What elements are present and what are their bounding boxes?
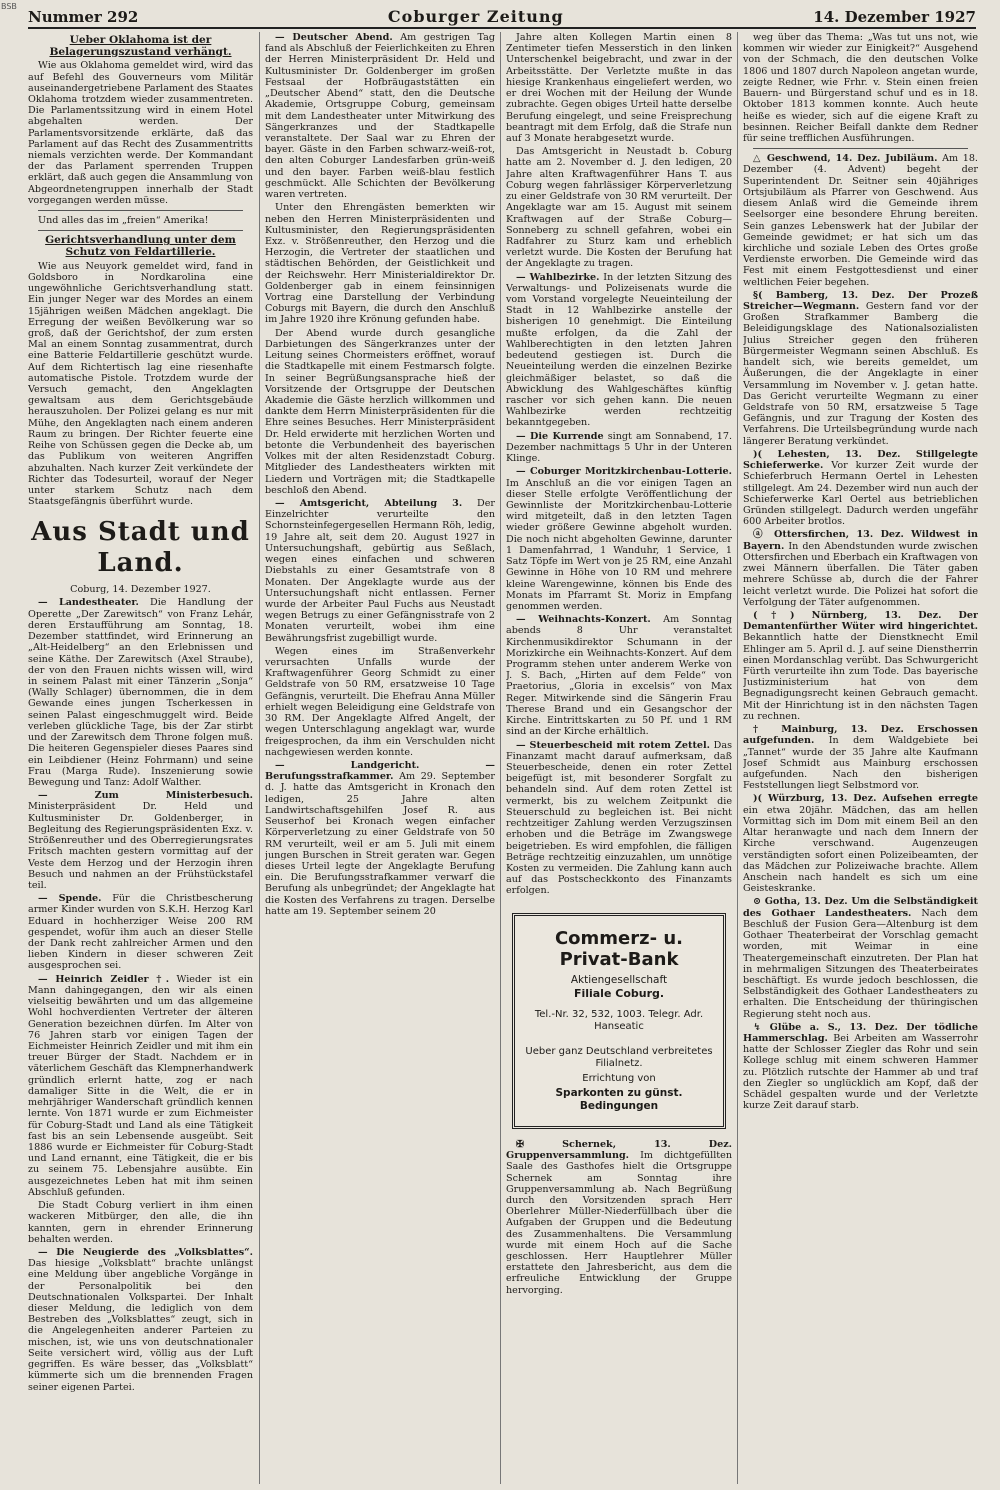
bank-advertisement <box>512 913 726 1129</box>
divider <box>753 148 968 149</box>
ad-network: Ueber ganz Deutschland verbreitetes Filialnetz. <box>525 1046 713 1069</box>
item-text: Für die Christbescherung armer Kinder wurden von S.K.H. Herzog Karl Eduard in hochherziger Weise 200 RM gespendet, wofür ihm auch an dieser Stelle der Dank recht zahlreicher Armen und den lieben Kindern in dieser schweren Zeit ausgesprochen sei. <box>28 893 253 972</box>
item-heading: — Spende. <box>38 893 102 905</box>
item-text: Bekanntlich hatte der Dienstknecht Emil Ehlinger am 5. April d. J. auf seine Dienstherrin einen Mordanschlag verübt. Das Schwurgericht Fürth verurteilte ihn zum Tode. Das bayerische Justizministerium hat von dem Begnadigungsrecht keinen Gebrauch gemacht. Mit der Hinrichtung ist in den nächsten Tagen zu rechnen. <box>743 632 978 722</box>
article-heading: Gerichtsverhandlung unter dem Schutz von Feldartillerie. <box>45 234 236 258</box>
item-text: Im Anschluß an die vor einigen Tagen an dieser Stelle erfolgte Veröffentlichung der Gewinnliste der Moritzkirchenbau-Lotterie wird mitgeteilt, daß in den letzten Tagen wieder größere Gewinne abgeholt wurden. Die noch nicht abgeholten Gewinne, darunter 1 Damenfahrrad, 1 Wanduhr, 1 Service, 1 Satz Töpfe im Wert von je 25 RM, eine Anzahl Gewinne in Höhe von 10 RM und mehrere kleine Warengewinne, können bis Ende des Monats im Pfarramt St. Moriz in Empfang genommen werden. <box>506 477 732 612</box>
page-header <box>28 4 976 26</box>
ad-company-type: Aktiengesellschaft <box>570 973 668 986</box>
column-4 <box>743 32 978 1484</box>
item-heading: — Heinrich Zeidler †. <box>38 973 170 985</box>
item-heading: — Steuerbescheid mit rotem Zettel. <box>516 739 710 751</box>
item-heading: — Landestheater. <box>38 597 139 609</box>
item-text: Am Sonntag abends 8 Uhr veranstaltet Kirchenmusikdirektor Schumann in der Morizkirche ein Weihnachts-Konzert. Auf dem Programm stehen unter anderem Werke von J. S. Bach, „Hirten auf dem Felde“ von Praetorius, „Gloria in excelsis“ von Max Reger. Mitwirkende sind die Sängerin Frau Therese Brand und ein Gesangschor der Kirche. Eintrittskarten zu 50 Pf. und 1 RM sind an der Kirche erhältlich. <box>506 614 732 738</box>
item-text: Gestern fand vor der Großen Strafkammer Bamberg die Beleidigungsklage des Nationalsozialisten Julius Streicher gegen den früheren Bürgermeister Wegmann seinen Abschluß. Es handelt sich, wie bereits gemeldet, um Äußerungen, die der Angeklagte in einer Versammlung im November v. J. getan hatte. Das Gericht verurteilte Wegmann zu einer Geldstrafe von 50 RM, ersatzweise 5 Tage Gefängnis, und zur Tragung der Kosten des Verfahrens. Die Urteilsbegründung wurde nach längerer Beratung verkündet. <box>743 301 978 447</box>
ad-branch: Filiale Coburg. <box>573 987 665 1000</box>
item-text: Die Stadt Coburg verliert in ihm einen wackeren Mitbürger, den alle, die ihn kannten, gern in ehrender Erinnerung behalten werden. <box>28 1200 253 1245</box>
item-text: In den Abendstunden wurde zwischen Ottersfirchen und Eberbach ein Kraftwagen von zwei Männern überfallen. Die Täter gaben mehrere Schüsse ab, durch die der Fahrer leicht verletzt wurde. Die Polizei hat sofort die Verfolgung der Täter aufgenommen. <box>743 540 978 608</box>
item-text: Die Handlung der Operette „Der Zarewitsch“ von Franz Lehár, deren Erstaufführung am Sonntag, 18. Dezember stattfindet, wird Erinnerung an „Alt-Heidelberg“ an den Erlebnissen und seine Käthe. Der Zarewitsch (Axel Straube), der von den Frauen nichts wissen will, wird in seinem Palast mit einer Tänzerin „Sonja“ (Wally Schlager) übernommen, die in dem Gewande eines jungen Tscherkessen in seinen Palast eingeschmuggelt wird. Beide verleben glückliche Tage, bis der Zar stirbt und der Zarewitsch dem Throne folgen muß. Die heiteren Gegenspieler dieses Paares sind ein Leibdiener (Heinz Fohrmann) und seine Frau (Marga Rude). Inszenierung sowie Bewegung und Tanz: Adolf Walther. <box>28 597 253 788</box>
library-stamp: BSB <box>1 2 17 11</box>
item-text: Nach dem Beschluß der Fusion Gera—Altenburg ist dem Gothaer Theaterbeirat der Vorschlag gemacht worden, mit Weimar in eine Theatergemeinschaft einzutreten. Der Plan hat in mehrmaligen Sitzungen des Theaterbeirates beschäftigt. Es wurde jedoch beschlossen, die Selbständigkeit des Gothaer Landestheaters zu erhalten. Die Entscheidung der thüringischen Regierung steht noch aus. <box>743 907 978 1020</box>
item-heading: ↯ Glübe a. S., 13. Dez. Der tödliche Hammerschlag. <box>743 1021 978 1045</box>
item-text: singt am Sonnabend, 17. Dezember nachmittags 5 Uhr in der Unteren Klinge. <box>506 430 732 465</box>
item-text: Am 29. September d. J. hatte das Amtsgericht in Kronach den ledigen, 25 Jahre alten Landwirtschaftsgehilfen Josef R. aus Seuserhof bei Kronach wegen einfacher Körperverletzung zu einer Geldstrafe von 50 RM verurteilt, weil er am 5. Juli mit einem jungen Burschen in Streit geraten war. Gegen dieses Urteil legte der Angeklagte Berufung ein. Die Berufungsstrafkammer verwarf die Berufung als unbegründet; der Angeklagte hat die Kosten des Verfahrens zu tragen. Derselbe hatte am 19. September seinem 20 <box>265 771 495 917</box>
item-heading: — Coburger Moritzkirchenbau-Lotterie. <box>516 466 732 478</box>
item-heading: — Die Kurrende <box>516 430 604 442</box>
issue-number: Nummer 292 <box>28 8 139 26</box>
item-heading: §( Bamberg, 13. Dez. Der Prozeß Streicher—Wegmann. <box>743 289 978 313</box>
article-text: Und alles das im „freien“ Amerika! <box>38 215 209 227</box>
item-text: Ministerpräsident Dr. Held und Kultusminister Dr. Goldenberger, in Begleitung des Regierungspräsidenten Exz. v. Strößenreuther und des Oberregierungsrates Fritsch machten gestern vormittag auf der Veste dem Herzog und der Herzogin ihren Besuch und nahmen an der Frühstückstafel teil. <box>28 801 253 891</box>
item-text: In der letzten Sitzung des Verwaltungs- und Polizeisenats wurde die vom Vorstand vorgelegte Neueinteilung der Stadt in 12 Wahlbezirke anstelle der bisherigen 10 genehmigt. Die Einteilung mußte erfolgen, da die Zahl der Wahlberechtigten in den letzten Jahren bedeutend gestiegen ist. Durch die Neueinteilung werden die einzelnen Bezirke gleichmäßiger belastet, so daß die Abwicklung des Wahlgeschäftes künftig rascher vor sich gehen kann. Die neuen Wahlbezirke werden rechtzeitig bekanntgegeben. <box>506 271 732 429</box>
item-text: Vor kurzer Zeit wurde der Schieferbruch Hermann Oertel in Lehesten stillgelegt. Am 24. Dezember wird nun auch der Schieferwerke Karl Oertel aus betrieblichen Gründen stillgelegt. Dadurch werden ungefähr 600 Arbeiter brotlos. <box>743 460 978 528</box>
item-heading: (†) Nürnberg, 13. Dez. Der Demantenfürther Wüter wird hingerichtet. <box>743 609 978 633</box>
item-text: Das hiesige „Volksblatt“ brachte unlängst eine Meldung über angebliche Vorgänge in der Personalpolitik bei den Deutschnationalen Volkspartei. Der Inhalt dieser Meldung, die lediglich von dem Bestreben des „Volksblattes“ zeugt, sich in die Angelegenheiten anderer Parteien zu mischen, ist, wie uns von deutschnationaler Seite versichert wird, völlig aus der Luft gegriffen. Es wäre besser, das „Volksblatt“ kümmerte sich um die brennenden Fragen seiner eigenen Partei. <box>28 1258 253 1393</box>
header-rule <box>28 27 976 29</box>
item-heading: ✠ Schernek, 13. Dez. Gruppenversammlung. <box>506 1138 732 1162</box>
item-text: Wieder ist ein Mann dahingegangen, den wir als einen vielseitig bewährten und um das allgemeine Wohl hochverdienten Vertreter der älteren Generation bezeichnen dürfen. Im Alter von 76 Jahren starb vor einigen Tagen der Eichmeister Heinrich Zeidler und mit ihm ein treuer Bürger der Stadt. Nachdem er in väterlichem Geschäft das Klempnerhandwerk gründlich erlernt hatte, zog er nach damaliger Sitte in die Welt, die er in mehrjähriger Wanderschaft gründlich kennen lernte. Von 1871 wurde er zum Eichmeister für Coburg-Stadt und Land als eine Tätigkeit fast bis an sein Lebensende ausgeübt. Seit 1886 wurde er Eichmeister für Coburg-Stadt und Land ernannt, eine Tätigkeit, die er bis zu seinem 75. Lebensjahre ausübte. Ein ausgezeichnetes Leben hat mit ihm seinen Abschluß gefunden. <box>28 973 253 1198</box>
item-heading: — Wahlbezirke. <box>516 271 600 283</box>
column-divider <box>500 32 501 1484</box>
dateline: Coburg, 14. Dezember 1927. <box>70 584 211 596</box>
column-1 <box>28 32 253 1484</box>
item-heading: ⊙ Gotha, 13. Dez. Um die Selbständigkeit des Gothaer Landestheaters. <box>743 896 978 919</box>
item-heading: — Deutscher Abend. <box>275 32 393 43</box>
item-text: ein etwa 20jähr. Mädchen, das am hellen Vormittag sich im Dom mit einem Beil an den Altar heranwagte und nach dem Innern der Kirche verschwand. Augenzeugen verständigten sofort einen Polizeibeamten, der das Mädchen zur Polizeiwache brachte. Allem Anschein nach handelt es sich um eine Geisteskranke. <box>743 804 978 895</box>
item-heading: — Landgericht. — Berufungsstrafkammer. <box>265 760 495 783</box>
ad-bank-name: Commerz- u. Privat-Bank <box>554 927 684 970</box>
item-text: Am gestrigen Tag fand als Abschluß der Feierlichkeiten zu Ehren der Herren Ministerpräsident Dr. Held und Kultusminister Dr. Goldenberger im großen Festsaal der Hofbräugaststätten ein „Deutscher Abend“ statt, den die Deutsche Akademie, Ortsgruppe Coburg, gemeinsam mit dem Landestheater unter Mitwirkung des Sängerkranzes und der Stadtkapelle veranstaltete. Der Saal war zu Ehren der bayer. Gäste in den Farben schwarz-weiß-rot, den alten Coburger Landesfarben grün-weiß und den bayer. Farben weiß-blau festlich geschmückt. Alle Schichten der Bevölkerung waren vertreten. <box>265 32 495 201</box>
item-heading: △ Geschwend, 14. Dez. Jubiläum. <box>753 153 938 165</box>
divider <box>38 210 243 211</box>
item-text: Jahre alten Kollegen Martin einen 8 Zentimeter tiefen Messerstich in den linken Unterschenkel beigebracht, und zwar in der Arbeitsstätte. Der Verletzte mußte in das hiesige Krankenhaus eingeliefert werden, wo er drei Wochen mit der Heilung der Wunde zubrachte. Gegen obiges Urteil hatte derselbe Berufung eingelegt, und seine Freisprechung beantragt mit dem Erfolg, daß die Strafe nun auf 3 Monate herabgesetzt wurde. <box>506 32 732 144</box>
column-3 <box>506 32 732 1484</box>
column-2 <box>265 32 495 1484</box>
item-text: weg über das Thema: „Was tut uns not, wie kommen wir wieder zur Einigkeit?“ Ausgehend von der Schmach, die den deutschen Volke 1806 und 1807 durch Napoleon angetan wurde, zeigte Redner, wie Frhr. v. Stein einen freien Bauern- und Bürgerstand schuf und es in 18. Oktober 1813 kommen konnte. Auch heute heiße es wieder, sich auf die eigene Kraft zu besinnen. Reicher Beifall dankte dem Redner für seine trefflichen Ausführungen. <box>743 32 978 144</box>
article-heading: Ueber Oklahoma ist der Belagerungszustand verhängt. <box>49 34 232 58</box>
ad-telephone: Tel.-Nr. 32, 532, 1003. Telegr. Adr. Hanseatic <box>534 1008 704 1032</box>
item-text: Das Finanzamt macht darauf aufmerksam, daß Steuerbescheide, denen ein roter Zettel beigefügt ist, mit besonderer Sorgfalt zu behandeln sind. Auf dem roten Zettel ist vermerkt, bis zu welchem Zeitpunkt die Steuerschuld zu begleichen ist. Bei nicht rechtzeitiger Zahlung werden Verzugszinsen erhoben und die Beträge im Zwangswege beigetrieben. Es wird empfohlen, die fälligen Beträge rechtzeitig einzuzahlen, um unnötige Kosten zu vermeiden. Die Zahlung kann auch auf das Postscheckkonto des Finanzamts erfolgen. <box>506 739 732 897</box>
item-text: Am 18. Dezember (4. Advent) begeht der Superintendent Dr. Seitner sein 40jähriges Ortsjubiläum als Pfarrer von Geschwend. Aus diesem Anlaß wird die Gemeinde ihrem Seelsorger eine besondere Ehrung bereiten. Sein ganzes Lebenswerk hat der Jubilar der Gemeinde gewidmet; er hat sich um das kirchliche und soziale Leben des Ortes große Verdienste erworben. Die Gemeinde wird das Fest mit einem Festgottesdienst und einer weltlichen Feier begehen. <box>743 153 978 288</box>
item-text: Wegen eines im Straßenverkehr verursachten Unfalls wurde der Kraftwagenführer Georg Schmidt zu einer Geldstrafe von 50 RM, ersatzweise 10 Tage Gefängnis, verurteilt. Die Ehefrau Anna Müller erhielt wegen Beleidigung eine Geldstrafe von 30 RM. Der Angeklagte Alfred Angelt, der wegen Unterschlagung angeklagt war, wurde freigesprochen, da ihm ein Verschulden nicht nachgewiesen werden konnte. <box>265 645 495 758</box>
article-text: Wie aus Oklahoma gemeldet wird, wird das auf Befehl des Gouverneurs vom Militär auseinandergetriebene Parlament des Staates Oklahoma trotzdem wieder zusammentreten. Die Parlamentssitzung wird in einem Hotel abgehalten werden. Der Parlamentsvorsitzende erklärte, daß das Parlament auf das Recht des Zusammentritts niemals verzichten werde. Der Kommandant der das Parlament sperrenden Truppen erklärt, daß auch gegen die Ansammlung von Abgeordnetengruppen innerhalb der Stadt vorgegangen werden müsse. <box>28 60 253 206</box>
item-heading: ⓐ Ottersfirchen, 13. Dez. Wildwest in Bayern. <box>743 529 978 552</box>
issue-date: 14. Dezember 1927 <box>813 8 976 26</box>
item-text: Der Einzelrichter verurteilte den Schornsteinfegergesellen Hermann Röh, ledig, 19 Jahre alt, seit dem 20. August 1927 in Untersuchungshaft, gebürtig aus Seßlach, wegen eines einfachen und schweren Diebstahls zu einer Gesamtstrafe von 8 Monaten. Der Angeklagte wurde aus der Untersuchungshaft nicht entlassen. Ferner wurde der Arbeiter Paul Fuchs aus Neustadt wegen Betrugs zu einer Gefängnisstrafe von 2 Monaten verurteilt, wobei ihm eine Bewährungsfrist zugebilligt wurde. <box>265 497 495 644</box>
ad-setup: Errichtung von <box>582 1072 656 1084</box>
item-text: Unter den Ehrengästen bemerkten wir neben den Herren Ministerpräsidenten und Kultusminister, den Regierungspräsidenten Exz. v. Strößenreuther, den Herzog und die Herzogin, die Vertreter der staatlichen und städtischen Behörden, der Geistlichkeit und der Reichswehr. Herr Ministerialdirektor Dr. Goldenberger gab in einem feinsinnigen Vortrag eine Darstellung der Verbindung Coburgs mit Bayern, die durch den Anschluß im Jahre 1920 ihre Krönung gefunden habe. <box>265 202 495 326</box>
item-text: Das Amtsgericht in Neustadt b. Coburg hatte am 2. November d. J. den ledigen, 20 Jahre alten Kraftwagenführer Hans T. aus Coburg wegen fahrlässiger Körperverletzung zu einer Geldstrafe von 30 RM verurteilt. Der Angeklagte war am 15. August mit seinem Kraftwagen auf der Straße Coburg—Sonneberg zu schnell gefahren, wobei ein Radfahrer zu Sturz kam und erheblich verletzt wurde. Die Kosten der Berufung hat der Angeklagte zu tragen. <box>506 146 732 270</box>
section-title: Aus Stadt und Land. <box>31 517 250 578</box>
column-divider <box>737 32 738 1484</box>
item-heading: — Die Neugierde des „Volksblattes“. <box>38 1246 253 1258</box>
item-heading: )( Würzburg, 13. Dez. Aufsehen erregte <box>753 793 978 805</box>
item-heading: — Amtsgericht, Abteilung 3. <box>275 497 463 509</box>
item-text: Bei Arbeiten am Wasserrohr hatte der Schlosser Ziegler das Rohr und sein Kollege schlug mit einem schweren Hammer zu. Plötzlich rutschte der Hammer ab und traf den Ziegler so unglücklich am Kopf, daß der Schädel gespalten wurde und der Verletzte kurze Zeit darauf starb. <box>743 1033 978 1112</box>
item-text: In dem Waldgebiete bei „Tannet“ wurde der 35 Jahre alte Kaufmann Josef Schmidt aus Mainburg erschossen aufgefunden. Nach den bisherigen Feststellungen liegt Selbstmord vor. <box>743 735 978 792</box>
newspaper-title: Coburger Zeitung <box>387 7 564 26</box>
item-heading: — Zum Ministerbesuch. <box>38 790 253 802</box>
item-heading: )( Lehesten, 13. Dez. Stillgelegte Schieferwerke. <box>743 448 978 472</box>
item-heading: † Mainburg, 13. Dez. Erschossen aufgefunden. <box>743 724 978 747</box>
divider <box>38 230 243 231</box>
article-text: Wie aus Neuyork gemeldet wird, fand in Goldsboro in Nordkarolina eine ungewöhnliche Gerichtsverhandlung statt. Ein junger Neger war des Mordes an einem 15jährigen weißen Mädchen angeklagt. Die Erregung der weißen Bevölkerung war so groß, daß der Gerichtshof, der zum ersten Mal an einem Sonntag zusammentrat, durch eine Batterie Feldartillerie geschützt wurde. Auf dem Richtertisch lag eine riesenhafte automatische Pistole. Trotzdem wurde der Versuch gemacht, den Angeklagten gewaltsam aus dem Gerichtsgebäude herauszuholen. Der Polizei gelang es nur mit Mühe, den Angeklagten nach einem anderen Raum zu bringen. Der Richter feuerte eine Reihe von Schüssen gegen die Decke ab, um das Publikum von weiteren Angriffen abzuhalten. Nach kurzer Zeit verkündete der Richter das Todesurteil, worauf der Neger unter starkem Schutz nach dem Staatsgefängnis überführt wurde. <box>28 260 253 508</box>
item-text: Im dichtgefüllten Saale des Gasthofes hielt die Ortsgruppe Schernek am Sonntag ihre Gruppenversammlung ab. Nach Begrüßung durch den Vorsitzenden sprach Herr Oberlehrer Müller-Niederfüllbach über die Aufgaben der Gruppen und die Bedeutung des Zusammenhaltens. Die Versammlung wurde mit einem Hoch auf die Sache geschlossen. Herr Hauptlehrer Müller erstattete den Jahresbericht, aus dem die erfreuliche Entwicklung der Gruppe hervorging. <box>506 1150 732 1296</box>
item-heading: — Weihnachts-Konzert. <box>516 614 651 626</box>
ad-accounts: Sparkonten zu günst. Bedingungen <box>555 1087 683 1112</box>
column-divider <box>259 32 260 1484</box>
item-text: Der Abend wurde durch gesangliche Darbietungen des Sängerkranzes unter der Leitung seines Chormeisters eröffnet, worauf die Stadtkapelle mit einem Festmarsch folgte. In seiner Begrüßungsansprache hieß der Vorsitzende der Ortsgruppe der Deutschen Akademie die Gäste herzlich willkommen und dankte dem Herrn Ministerpräsidenten für die Ehre seines Besuches. Herr Ministerpräsident Dr. Held erwiderte mit herzlichen Worten und betonte die Verbundenheit des bayerischen Volkes mit der alten Residenzstadt Coburg. Mitglieder des Landestheaters wirkten mit Liedern und Vorträgen mit; die Stadtkapelle beschloß den Abend. <box>265 327 495 496</box>
